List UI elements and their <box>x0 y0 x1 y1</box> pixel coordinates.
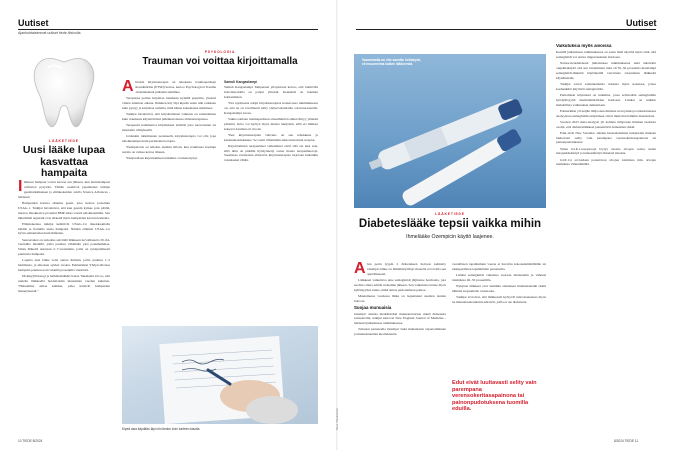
drug-paragraph: vaarallisten tapahtumien vaaraa ei havaittu kokonaismäärältään tai niskaperäisten tapahtumien perusteella. <box>452 262 546 271</box>
drug-photo-credit: Kuva: Shutterstock <box>336 408 339 430</box>
drug-paragraph: Parhaillaan käynnissä on tutkimus, jossa selvitetään semaglutidin hyödyllisyyttä mielialahäiriöiden hoidossa. Lisäksi on tutkittu mahdollisia vaikutuksia dementiaan. <box>556 92 656 107</box>
tooth-paragraph: Seuraavaksi on tarkoitus selvittää lääkkeen turvallisuutta 30–64-vuotiailla miehillä, joilta puuttuu vähintään yksi poskihammas. Sitten lääkettä testataan 2–7-vuotiaisiin, joilta on synnynnäisesti puuttuvia hampaita. <box>18 237 110 257</box>
drug-paragraph: Tutkijat arvioivat, että lääkkeestä hyötyvät tulevaisuudessa myös ne munuaissairauksista kärsivät, joilla ei ole diabetesta. <box>452 295 546 304</box>
tooth-paragraph: hmisen hampaat voivat kasvaa sen jälkeen, kun maitohampaat vaihtuvat pysyviin. Tämän osoittivat japanilaiset tutkijat geenitutkimuksen ja eläinkokeiden avulla Science Advances -lehdessä. <box>18 180 110 199</box>
drug-paragraph: lun perin tyypin 2 diabeteksen hoitoon kehitetty Ozempic-lääke on hämmästyttänyt monella eri tavalla sen apuvälineenä. <box>367 262 446 276</box>
tooth-story-body <box>18 180 110 434</box>
section-subtitle: Ajankohtaisimmat uutiset tiede.fi/sivulla <box>18 31 81 35</box>
drug-story-col1 <box>354 262 446 438</box>
writing-paragraph: Vakka sotilaan traumaperäisen stressihäiriön siihen liittyy yhteisiä piirteitä, hoito voi hyötyä myös muista tekijöistä, sillä eri ihmiset kokevat trauman eri tavoin. <box>224 116 318 131</box>
drug-paragraph: Nykyiset lääkkeet ovat aiemmin alentaneet munuaistaudin riskiä lähinnä suojaamalla verisuonia. <box>452 284 546 293</box>
header-rule-left <box>18 29 318 30</box>
drug-paragraph: Ozempic alentaa merkittävästi munuaisvaurion riskiä diabetesta sairastavilla, tutkijat kertovat New England Journal of Medicine -lehdessä julkaistussa tutkimuksessa. <box>354 311 446 326</box>
injection-pen-icon <box>354 54 546 208</box>
writing-paragraph: Samuli Kangaslampi Tampereen yliopistosta kertoo, että toimivilla hoitomuodoilla on paljon yhteistä. Keskeistä on trauman kohtaaminen. <box>224 84 318 99</box>
writing-story-byline: Samuli Kangaslampi <box>224 80 258 84</box>
drug-subhead: Suojaa munuaisia <box>354 304 392 310</box>
drug-story-dropcap: A <box>354 262 366 277</box>
writing-paragraph: Ylei rajoitteena tekijä kirjoitusterapiaa koskevassa tutkimuksessa on, että ne on tavallisesti tehty yhdysvaltalaisilla sotaveteraaneilla. Kangaslampi toteaa. <box>224 100 318 115</box>
drug-story-head <box>354 212 546 240</box>
drug-paragraph: Kesällä julkaistussa tutkimuksessa on saatu lisää näyttöä myös siitä, että semaglutidi voi auttaa riippuvuuksien hoidossa. <box>556 49 656 59</box>
drug-col3-heading: Vaikutuksia myös aivoissa <box>556 44 612 48</box>
tooth-paragraph: Molekyylibiologi ja hammaslääkäri Katsu Takahashi toivoo, että uudella lääkkeellä hoidettaisiin muutaman vuoden kuluttua. "Haluamme auttaa kaikkia, jotka kärsivät hampaiden menetyksestä." <box>18 274 110 293</box>
page-footer-left: 10 TIEDE 8/2024 <box>18 439 43 443</box>
drug-paragraph: Tutkijat saivat samankaltaisia tuloksia myös kokeissa, joissa koehenkilöt käyttivät semaglutidia. <box>556 81 656 91</box>
drug-story-col2 <box>452 262 546 374</box>
writing-hand-image <box>122 326 318 424</box>
drug-story-kicker: LÄÄKETIEDE <box>435 212 465 216</box>
tooth-paragraph: Hampaiden kasvua säätelee geeni, joka tuottaa proteiinia USAG-1. Tutkijat havaitsivat, että kun geenin kytkee pois päältä, luustoa muokkaava proteiini BMP alkaa vaestä tehokkaammin. Sen lähettämät signaalit ovat tärkeitä myös hampaiden kasvun kannalta. <box>18 200 110 220</box>
tooth-illustration <box>18 48 110 132</box>
pull-quote: Edut eivät luultavasti selity vain parempana verensokeritasapainona tai painonpudotuksena tuomilla eduilla. <box>452 380 537 413</box>
writing-paragraph: Yksi kirjoitusterapian vahvuus on sen tehokkuus ja kustannustehokkuus. Se vaatii vähemmän aikaa kuin muut terapiat. <box>224 132 318 142</box>
writing-paragraph: Joidenkin tutkimusten perusteella kirjoitusterapia voi olla jopa tehokkaampaa kuin perinteinen terapia. <box>122 133 216 143</box>
writing-story-col2 <box>224 80 318 320</box>
drug-paragraph: Tulosten perusteella Ozempic laski munuaisten vajaatoiminnan ja munuaistautien kuolleisuutta. <box>354 327 446 337</box>
drug-paragraph: Muutamassa vuodessa lääke on laajentunut useiden tautien hoitoon. <box>354 293 446 303</box>
writing-paragraph: Terapeutti kommentoi kirjoituksen sisältöä joko kasvotusten tai internetin välityksellä. <box>122 122 216 132</box>
writing-photo-caption: Kipeä asia käydään läpi niin tiedon kuin tunteen tasolla. <box>122 427 201 431</box>
drug-paragraph: Esimerkiksi yli neljän miljoonan ihmisen terveystietoja tarkastelleessa analyysissa semaglutidia käyttäneet olivat muita harvemmin itsetuhoisia. <box>556 108 656 118</box>
writing-story-headline: Trauman voi voittaa kirjoittamalla <box>142 56 298 67</box>
writing-paragraph: Tutkijat havaitsivat, että kirjoittamisen vaikutus on samanlainen kuin traumasta käytettävässä pitkäkestoisessa altistusterapiassa. <box>122 111 216 121</box>
drug-photo-caption: Vasemmalla on niin sanottu hoitokynä, eli muunnelma kaiken lääkkeestä. <box>362 58 421 66</box>
tooth-story-headline: Uusi lääke lupaa kasvattaa hampaita <box>22 144 106 179</box>
header-rule-right <box>356 29 656 30</box>
writing-paragraph: Kirjoittamisen terapeuttiset vaikutukset eivät silti ole uusi asia, sillä niitä on pitkään hyödynnetty osana monia terapiamuotoja. Suomessa varsinaista altistavaa kirjoitusterapiaa tarjotaan kuitenkin toistaiseksi vähän. <box>224 143 318 163</box>
writing-story-dropcap: A <box>122 80 134 95</box>
drug-paragraph: Lisäksi semaglutidi vaikuttaa suoraan munuaisiin ja vähensi tulehdusta 40–50 prosentilla. <box>452 273 546 282</box>
drug-story-headline: Diabeteslääke tepsii vaikka mihin <box>358 218 542 230</box>
drug-paragraph: Sitten GLP-1-reseptoreja löytyy useista aivojen osista, kuten tietojenkäsittelyä ja tunnesäätelyä tärkeistä alueista. <box>556 146 656 156</box>
drug-photo <box>354 54 546 208</box>
writing-paragraph: lttoista kirjoitusterapia on tehokasta traumaperäisen stressihäiriön (PTSD) hoitoa, kertoo Psychological Trauma -tiedelehdessä julkaistu tutkimus. <box>135 80 216 94</box>
drug-story-lede: Ihmelääke Ozempicin käyttö laajenee. <box>406 233 494 240</box>
tooth-icon <box>18 48 110 132</box>
writing-story-head <box>122 50 318 67</box>
section-title-left: Uutiset <box>18 18 49 28</box>
writing-story-col1 <box>122 80 216 320</box>
drug-paragraph: Lääkkeen vaikuttava aine semaglutidi jäljittelee hormonia, jota suolisto alkaa erittää ruokailun jälkeen. Sen vaikutusta tuntee myös kylläisyyden tunne, mikä auttaa pudottamaan painoa. <box>354 277 446 292</box>
tooth-story-dropcap: I <box>18 180 23 195</box>
drug-paragraph: Nature-tiedelehdessä julkaistussa tutkimuksessa sekä alkoholin ongelmakäyttö että sen toistuminen riski oli 50–56 prosenttia matalampi semaglutidi-lääkettä käyttäneillä verrattuna toisenlaisia lääkkeitä käyttäneisiin. <box>556 60 656 80</box>
drug-paragraph: Edut eivät New Scientist -lehden haastattelemien tutkijoiden mukaan luultavasti selity vain parempana verensokeritasapainona tai painonpudotuksena. <box>556 130 656 145</box>
tooth-paragraph: Lopulta uusi lääke voisi auttaa ihmisiä, joilta puuttuu 1–5 hammasta, ja ulkoisen syiden vuoksi. Esimerkiksi Yhdysvalloissa hampaita puuttuu noin viidellä prosentilla väestöstä. <box>18 258 110 273</box>
drug-paragraph: Vuoden 2023 meta-analyysi yli kolmen miljoonan ihmisen tiedoista osoitti, että diabeteslääkkeet pienentävät dementian riskiä. <box>556 119 656 129</box>
writing-story-kicker: PSYKOLOGIA <box>204 50 236 54</box>
drug-paragraph: GLP-1:n arvioidaan parantavan aivojen toimintaa mm. aivojen tulehdusta vähentämällä. <box>556 157 656 167</box>
drug-story-col3 <box>556 44 656 436</box>
tooth-paragraph: Eläinkokeissa tutkijat kehittivät USAG-1:n muokkaamalla hiirille ja fretteille uusia hampaita. Näiden eläinten USAG-1-n hyvin samanlainen kuin ihmisten. <box>18 221 110 236</box>
tooth-story <box>18 139 110 180</box>
section-title-right: Uutiset <box>626 18 657 28</box>
writing-paragraph: Terapiassa potilas kirjoittaa traumasta kynällä paperille, yleensä viiden istunnon aikana. Ihminen käy läpi kipeän asian niin tarkkaan kuin pystyy ja kirjoittaa samalla, mitä hänen kokemansa merkitsee. <box>122 95 216 110</box>
tooth-story-kicker: LÄÄKETIEDE <box>49 139 79 143</box>
writing-paragraph: Yksipuolisen kirjoittamisen tutkimus on menestynyt. <box>126 155 198 160</box>
page-footer-right: 8/2024 TIEDE 11 <box>614 439 639 443</box>
writing-paragraph: Yksinpelotus on tehokas etenkin silloin, kun traumassa koettuja asioita on vaikea kertoa ääneen. <box>122 144 216 154</box>
writing-photo <box>122 326 318 424</box>
